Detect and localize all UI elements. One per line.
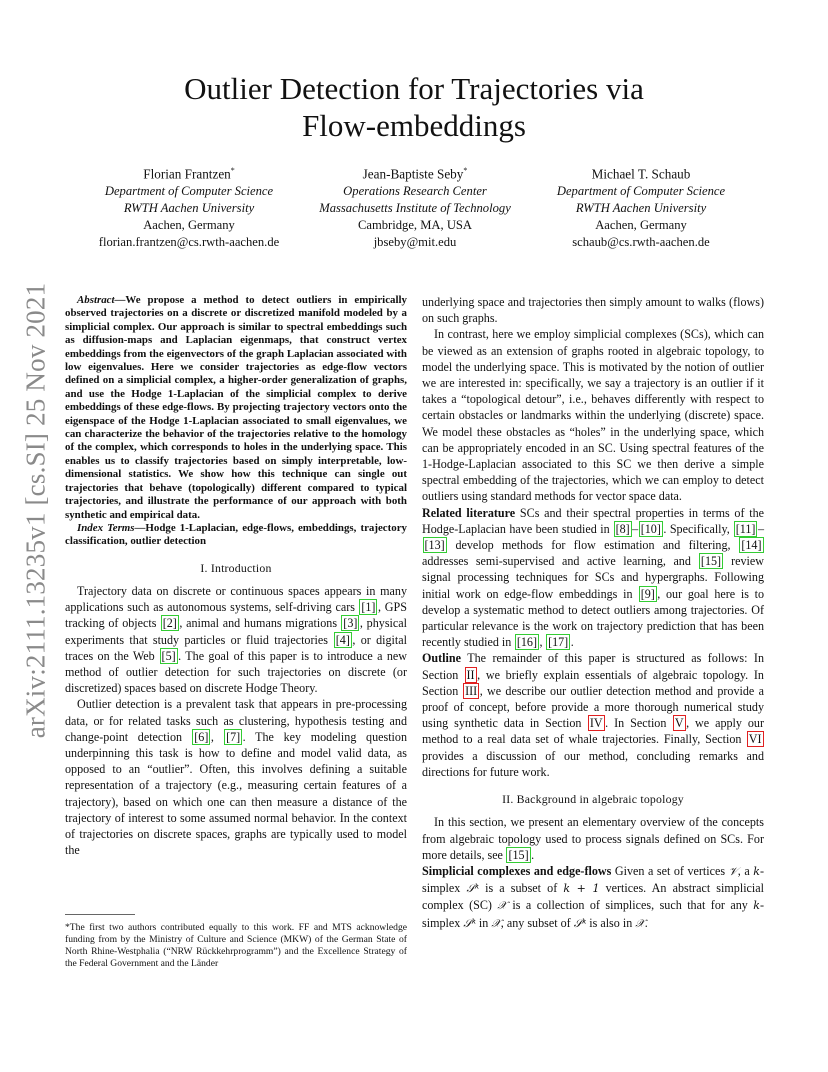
citation-link[interactable]: [5] [161,648,176,663]
arxiv-identifier-text: arXiv:2111.13235v1 [cs.SI] 25 Nov 2021 [20,282,51,738]
footnote-rule [65,914,135,915]
citation-link[interactable]: [17] [548,635,569,650]
right-column [422,294,764,932]
section-link[interactable]: V [674,716,684,731]
intro-paragraph-4: In contrast, here we employ simplicial complexes (SCs), which can be viewed as an extension of graphs rooted in algebraic topology, to model the underlying space. This is motivated by the notion of outlier we are interested in: specifically, we say a trajectory is an outlier if it takes a “topological detour”, i.e., behaves differently with respect to certain obstacles or landmarks within the underlying (discrete) space. We model these obstacles as “holes” in the underlying space, which can be appropriately encoded in an SC. Using spectral features of the 1-Hodge-Laplacian associated to this SC we then derive a simple spectral embedding of the trajectories, which we can employ to detect outliers using standard methods for vector space data. [422,327,764,504]
paper-title [90,70,738,144]
section-link[interactable]: IV [589,716,603,731]
citation-link[interactable]: [3] [343,616,358,631]
intro-paragraph-2: Outlier detection is a prevalent task that appears in pre-processing data, or for related tasks such as clustering, hypothesis testing and change-point detection [6] , [7] . The key modeling question underpinning this task is how to define and model valid data, as opposed to an “outlier”. Often, this involves defining a suitable representation of a trajectory (e.g., measuring certain features of a trajectory), based on which one can then measure a distance of the trajectory of interest to some assumed normal behavior. In the context of trajectories on discrete spaces, graphs are typically used to model the [65,697,408,858]
author-name: Florian Frantzen* [143,166,235,182]
citation-link[interactable]: [8] [615,521,630,536]
author-location: Cambridge, MA, USA [357,217,473,232]
author-name: Michael T. Schaub [591,166,691,182]
related-literature-paragraph: Related literature SCs and their spectral properties in terms of the Hodge-Laplacian have been studied in [8] – [10] . Specifically, [11] –[13] develop methods for flow estimation and filtering, [14] addresses semi-supervised and active learning, and [15] review signal processing techniques for SCs and hypergraphs. Following initial work on edge-flow embeddings in [9] , our goal here is to develop a systematic method to detect outliers among trajectories. Of particular relevance is the work on trajectory prediction that has been recently studied in [16] , [17] . [422,505,765,650]
author-3 [516,163,766,250]
citation-link[interactable]: [16] [516,635,538,650]
footnote: *The first two authors contributed equally to this work. FF and MTS acknowledge funding from by the Ministry of Culture and Science (MKW) of the German State of North Rhine-Westphalia (“NRW Rückkehrprogramm”) and the Excellence Strategy of the Federal Government and the Länder [65,922,407,969]
author-department: Operations Research Center [343,184,487,199]
author-email: florian.frantzen@cs.rwth-aachen.de [98,234,280,249]
citation-link[interactable]: [9] [640,586,655,601]
background-paragraph-1: In this section, we present an elementary overview of the concepts from algebraic topology used to process signals defined on SCs. For more details, see [15] . [422,815,764,862]
title-line-1: Outlier Detection for Trajectories via [184,71,644,106]
citation-link[interactable]: [13] [424,538,445,553]
section-heading-background: II. Background in algebraic topology [502,792,684,807]
citation-link[interactable]: [15] [700,554,722,569]
author-email: schaub@cs.rwth-aachen.de [572,234,710,249]
section-link[interactable]: VI [748,732,762,747]
section-link[interactable]: III [465,683,478,698]
intro-paragraph-1: Trajectory data on discrete or continuous spaces appears in many applications such as autonomous systems, self-driving cars [1] , GPS tracking of objects [2] , animal and humans migrations [3] , physical experiments that study particles or fluid trajectories [4] , or digital traces on the Web [5] . The goal of this paper is to introduce a new method of outlier detection for such trajectories on discrete (or discretized) spaces based on discrete Hodge Theory. [65,583,408,696]
author-1 [64,163,314,250]
section-heading-introduction: I. Introduction [200,560,272,575]
citation-link[interactable]: [14] [741,538,762,553]
citation-link[interactable]: [11] [735,521,756,536]
author-location: Aachen, Germany [595,217,687,232]
section-link[interactable]: II [466,667,475,682]
author-2 [290,163,540,250]
simplicial-complexes-paragraph: Simplicial complexes and edge-flows Given a set of vertices 𝒱, a k-simplex 𝒮ᵏ is a subset of k + 1 vertices. An abstract simplicial complex (SC) 𝒳 is a collection of simplices, such that for any k-simplex 𝒮ᵏ in 𝒳, any subset of 𝒮ᵏ is also in 𝒳. [422,863,765,930]
abstract: Abstract—We propose a method to detect outliers in empirically observed trajectories on a discrete or discretized manifold modeled by a simplicial complex. Our approach is similar to spectral embeddings such as diffusion-maps and Laplacian eigenmaps, that construct vertex embeddings from the eigenvectors of the graph Laplacian associated with low eigenvalues. Here we consider trajectories as edge-flow vectors defined on a simplicial complex, a higher-order generalization of graphs, and use the Hodge 1-Laplacian of the simplicial complex to derive embeddings of these edge-flows. By projecting trajectory vectors onto the eigenspace of the Hodge 1-Laplacian associated to small eigenvalues, we can characterize the behavior of the trajectories relative to the homology of the complex, which corresponds to holes in the underlying space. This enables us to classify trajectories based on simply interpretable, low-dimensional statistics. We show how this technique can single out trajectories that behave (topologically) different compared to typical trajectories, and illustrate the performance of our approach with both synthetic and empirical data. [65,294,407,521]
author-department: Department of Computer Science [556,184,726,199]
citation-link[interactable]: [7] [226,729,241,744]
title-line-2: Flow-embeddings [302,108,526,143]
citation-link[interactable]: [10] [640,521,661,536]
outline-paragraph: Outline The remainder of this paper is structured as follows: In Section II , we briefly explain essentials of algebraic topology. In Section III , we describe our outlier detection method and provide a proof of concept, before provide a more thorough numerical study using synthetic data in Section IV . In Section V , we apply our method to a real data set of whale trajectories. Finally, Section VI provides a discussion of our method, concluding remarks and directions for future work. [422,651,765,779]
citation-link[interactable]: [6] [194,729,209,744]
citation-link[interactable]: [15] [508,847,529,862]
author-location: Aachen, Germany [143,217,235,232]
intro-paragraph-3: underlying space and trajectories then simply amount to walks (flows) on such graphs. [422,295,764,326]
author-name: Jean-Baptiste Seby* [362,166,468,182]
left-column [65,294,407,858]
arxiv-identifier-stamp [18,282,54,738]
author-institution: RWTH Aachen University [123,200,255,215]
author-institution: RWTH Aachen University [575,200,707,215]
citation-link[interactable]: [1] [361,600,376,615]
index-terms: Index Terms—Hodge 1-Laplacian, edge-flows, embeddings, trajectory classification, outlier detection [65,521,407,548]
author-institution: Massachusetts Institute of Technology [319,200,511,215]
author-email: jbseby@mit.edu [373,234,457,249]
author-department: Department of Computer Science [104,184,274,199]
citation-link[interactable]: [4] [335,632,350,647]
citation-link[interactable]: [2] [162,616,177,631]
